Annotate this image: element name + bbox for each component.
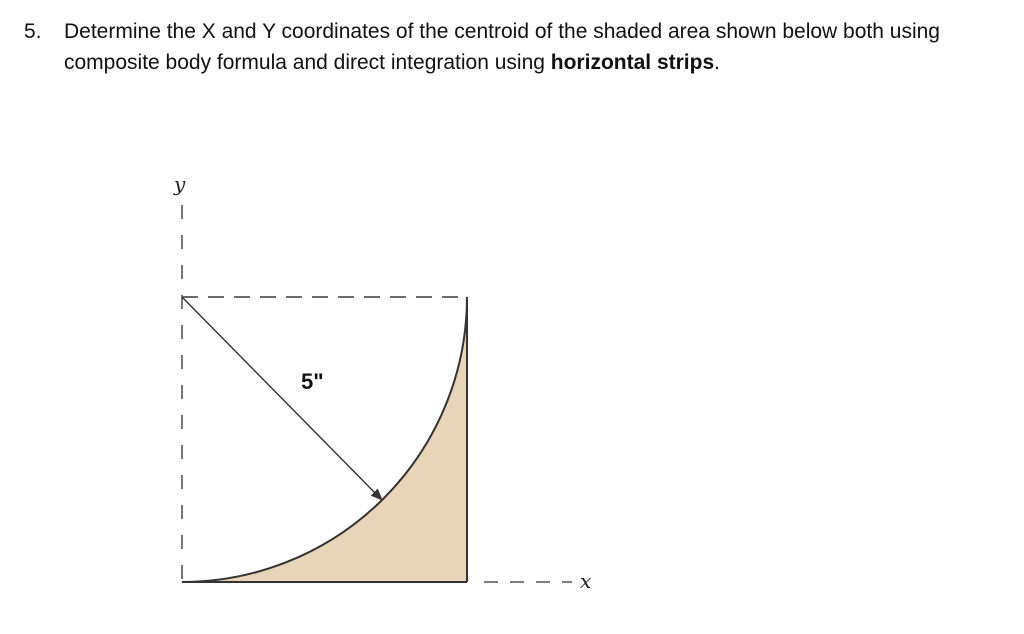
problem-text-main: Determine the X and Y coordinates of the centroid of the shaded area shown below both using composite body formula and direct integration using: [64, 20, 940, 74]
problem-text-bold: horizontal strips: [550, 51, 715, 74]
problem-number: 5.: [24, 20, 42, 43]
radius-arrow: [182, 297, 382, 500]
radius-label: 5": [301, 369, 324, 394]
problem-text-end: .: [714, 51, 720, 74]
y-axis-label: y: [174, 172, 186, 196]
x-axis-label: x: [580, 569, 592, 593]
